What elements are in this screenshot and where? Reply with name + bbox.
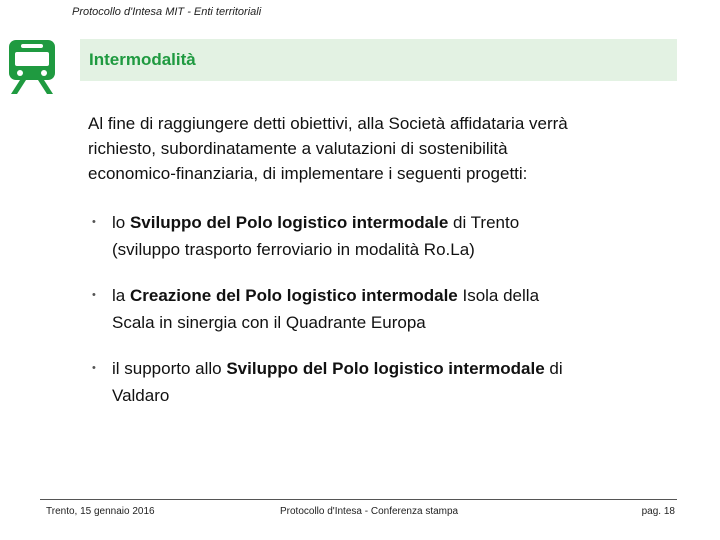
intro-paragraph xyxy=(88,111,678,186)
bullet-item xyxy=(92,282,672,336)
footer-date: Trento, 15 gennaio 2016 xyxy=(46,506,155,517)
bullet-suffix: di Trento xyxy=(448,213,520,232)
bullet-line2: Valdaro xyxy=(112,386,170,405)
bullet-bold: Sviluppo del Polo logistico intermodale xyxy=(226,359,545,378)
bullet-dot: • xyxy=(92,289,96,301)
footer-title: Protocollo d'Intesa - Conferenza stampa xyxy=(280,506,459,517)
slide-title: Intermodalità xyxy=(89,50,196,69)
bullet-line xyxy=(112,282,672,309)
bullet-prefix: lo xyxy=(112,213,130,232)
bullet-bold: Sviluppo del Polo logistico intermodale xyxy=(129,213,449,232)
intro-line: Al fine di raggiungere detti obiettivi, alla Società affidataria verrà xyxy=(88,114,568,133)
train-icon xyxy=(6,36,58,98)
bullet-item xyxy=(92,209,672,263)
bullet-prefix: la xyxy=(112,286,130,305)
header-caption: Protocollo d'Intesa MIT - Enti territoriali xyxy=(72,6,262,18)
bullet-line xyxy=(112,209,672,236)
footer-divider xyxy=(40,499,677,500)
bullet-dot: • xyxy=(92,216,96,228)
bullet-suffix: Isola della xyxy=(457,286,540,305)
bullet-prefix: il supporto allo xyxy=(112,359,227,378)
title-band xyxy=(80,39,677,81)
bullet-bold: Creazione del Polo logistico intermodale xyxy=(129,286,458,305)
intro-line: economico-finanziaria, di implementare i seguenti progetti: xyxy=(88,164,528,183)
bullet-line2: Scala in sinergia con il Quadrante Europa xyxy=(112,313,426,332)
bullet-line2: (sviluppo trasporto ferroviario in modalità Ro.La) xyxy=(112,240,475,259)
page-number: pag. 18 xyxy=(641,506,675,517)
bullet-item xyxy=(92,355,672,409)
bullet-suffix: di xyxy=(544,359,563,378)
intro-line: richiesto, subordinatamente a valutazioni di sostenibilità xyxy=(88,139,508,158)
bullet-dot: • xyxy=(92,362,96,374)
bullet-line xyxy=(112,355,672,382)
